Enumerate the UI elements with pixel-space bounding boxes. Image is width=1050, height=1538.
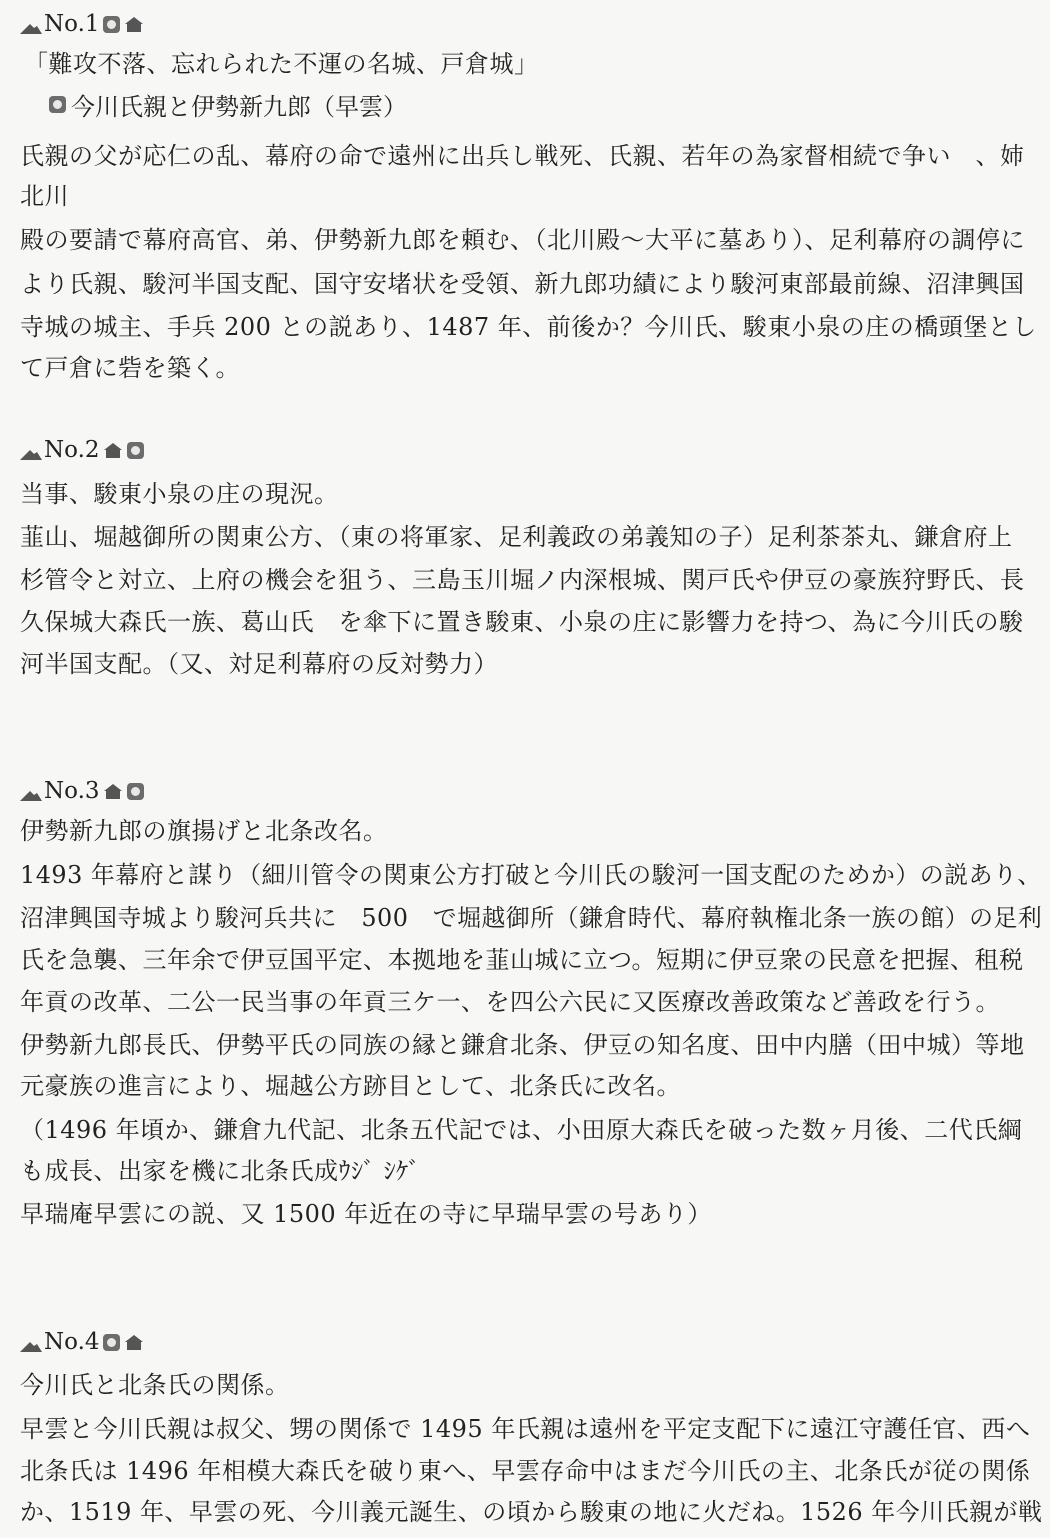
circle-badge-icon [127,442,144,459]
mountain-icon [20,20,42,34]
paragraph-line: 早雲と今川氏親は叔父、甥の関係で 1495 年氏親は遠州を平定支配下に遠江守護任官、西へ [20,1415,1031,1443]
circle-badge-icon [103,16,120,33]
castle-icon [124,15,144,33]
paragraph-line: 北条氏は 1496 年相模大森氏を破り東へ、早雲存命中はまだ今川氏の主、北条氏が従の関係 [20,1457,1031,1485]
paragraph-line: 韮山、堀越御所の関東公方、（東の将軍家、足利義政の弟義知の子）足利茶茶丸、鎌倉府上 [20,523,1013,551]
circle-badge-icon [49,96,66,113]
section-number: No.4 [44,1329,100,1355]
paragraph-line: 久保城大森氏一族、葛山氏 を傘下に置き駿東、小泉の庄に影響力を持つ、為に今川氏の駿 [20,608,1024,636]
paragraph-line: 1493 年幕府と謀り（細川管令の関東公方打破と今川氏の駿河一国支配のためか）の説あり、 [20,861,1042,889]
section-number: No.3 [44,778,100,804]
section-2-title: 当事、駿東小泉の庄の現況。 [20,480,339,508]
castle-icon [103,782,123,800]
section-1-heading [20,8,145,40]
section-2-heading [20,434,145,466]
paragraph-line: 元豪族の進言により、堀越公方跡目として、北条氏に改名。 [20,1072,682,1100]
paragraph-line: て戸倉に砦を築く。 [20,354,241,382]
section-3-heading [20,775,145,807]
paragraph-line: 北川 [20,182,69,210]
mountain-icon [20,1338,42,1352]
section-1-subtitle [48,88,407,120]
mountain-icon [20,446,42,460]
paragraph-line: か、1519 年、早雲の死、今川義元誕生、の頃から駿東の地に火だね。1526 年今川氏親が戦 [20,1498,1043,1526]
paragraph-line: より氏親、駿河半国支配、国守安堵状を受領、新九郎功績により駿河東部最前線、沼津興国 [20,270,1025,298]
section-number: No.2 [44,437,100,463]
circle-badge-icon [127,783,144,800]
paragraph-line: 寺城の城主、手兵 200 との説あり、1487 年、前後か？今川氏、駿東小泉の庄の橋頭堡とし [20,313,1037,341]
mountain-icon [20,787,42,801]
castle-icon [124,1333,144,1351]
paragraph-line: （1496 年頃か、鎌倉九代記、北条五代記では、小田原大森氏を破った数ヶ月後、二代氏綱 [20,1116,1023,1144]
paragraph-line: 氏親の父が応仁の乱、幕府の命で遠州に出兵し戦死、氏親、若年の為家督相続で争い 、姉 [20,142,1025,170]
paragraph-line: も成長、出家を機に北条氏成ｳｼﾞ ｼｹﾞ [20,1157,421,1185]
subtitle-text: 今川氏親と伊勢新九郎（早雲） [71,92,407,121]
section-number: No.1 [44,11,100,37]
paragraph-line: 氏を急襲、三年余で伊豆国平定、本拠地を韮山城に立つ。短期に伊豆衆の民意を把握、租税 [20,946,1024,974]
paragraph-line: 河半国支配。（又、対足利幕府の反対勢力） [20,650,498,678]
section-4-title: 今川氏と北条氏の関係。 [20,1371,290,1399]
section-1-title: 「難攻不落、忘れられた不運の名城、戸倉城」 [24,50,539,78]
paragraph-line: 杉管令と対立、上府の機会を狙う、三島玉川堀ノ内深根城、関戸氏や伊豆の豪族狩野氏、長 [20,566,1025,594]
castle-icon [103,441,123,459]
paragraph-line: 年貢の改革、二公一民当事の年貢三ケ一、を四公六民に又医療改善政策など善政を行う。 [20,988,1000,1016]
paragraph-line: 早瑞庵早雲にの説、又 1500 年近在の寺に早瑞早雲の号あり） [20,1200,712,1228]
section-3-title: 伊勢新九郎の旗揚げと北条改名。 [20,817,388,845]
paragraph-line: 殿の要請で幕府高官、弟、伊勢新九郎を頼む、（北川殿〜大平に墓あり）、足利幕府の調停に [20,226,1025,254]
paragraph-line: 沼津興国寺城より駿河兵共に 500 で堀越御所（鎌倉時代、幕府執権北条一族の館）の足利 [20,904,1043,932]
paragraph-line: 伊勢新九郎長氏、伊勢平氏の同族の縁と鎌倉北条、伊豆の知名度、田中内膳（田中城）等地 [20,1031,1025,1059]
section-4-heading [20,1326,145,1358]
circle-badge-icon [103,1334,120,1351]
